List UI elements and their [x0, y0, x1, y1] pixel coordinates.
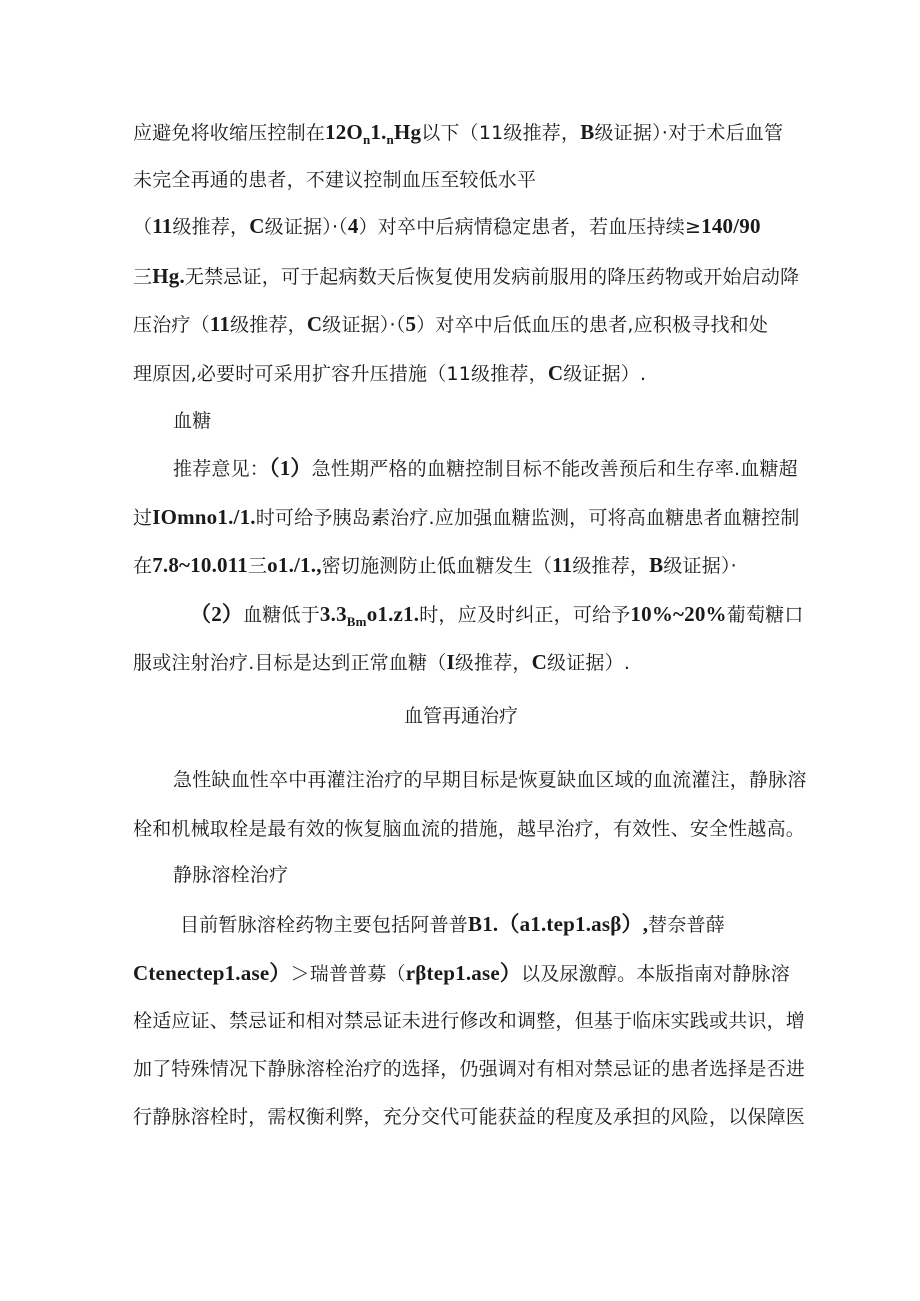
- text-span: 急性期严格的血糖控制目标不能改善预后和生存率.血糖超: [311, 458, 798, 480]
- text-span: 级证据）.: [563, 363, 647, 385]
- text-line: [133, 553, 737, 578]
- text-span: 栓适应证、禁忌证和相对禁忌证未进行修改和调整，但基于临床实践或共识，增: [133, 1010, 806, 1032]
- text-span: 三: [247, 555, 268, 577]
- text-span: 无禁忌证，可于起病数天后恢复使用发病前服用的降压药物或开始启动降: [184, 266, 800, 288]
- text-span: 时，应及时纠正，可给予: [419, 604, 631, 626]
- text-span: 级证据）.: [547, 652, 631, 674]
- text-line: [133, 264, 799, 289]
- text-span: 级证据）·对于术后血管: [594, 122, 784, 144]
- text-span: 时可给予胰岛素治疗.应加强血糖监测，可将高血糖患者血糖控制: [255, 507, 800, 529]
- text-span: 级推荐，: [172, 216, 250, 238]
- section-heading-revascularization: [404, 704, 518, 728]
- text-span: 目前暂脉溶栓药物主要包括阿普普: [180, 914, 469, 936]
- text-span: 替奈普薛: [648, 914, 725, 936]
- text-span: rβtep1.ase）: [405, 961, 522, 985]
- text-line: [133, 361, 646, 386]
- text-line: [133, 1105, 805, 1129]
- text-span: 应避免将收缩压控制在: [133, 122, 326, 144]
- text-span: 12O: [325, 120, 363, 144]
- text-span: 推荐意见：: [173, 458, 270, 480]
- text-span: （1）: [269, 456, 312, 480]
- text-line: [173, 768, 807, 792]
- heading-text: 血糖: [173, 410, 212, 432]
- text-line: [190, 602, 804, 629]
- text-span: 服或注射治疗.目标是达到正常血糖（: [133, 652, 447, 674]
- text-span: 理原因,必要时可采用扩容升压措施（11级推荐，: [133, 363, 548, 385]
- text-span: 血糖低于: [243, 604, 320, 626]
- text-span: 5: [405, 312, 417, 336]
- text-line: [180, 912, 725, 937]
- text-span: Hg: [393, 120, 422, 144]
- text-span: B1.（a1.tep1.asβ）,: [468, 912, 649, 936]
- text-span: 加了特殊情况下静脉溶栓治疗的选择，仍强调对有相对禁忌证的患者选择是否进: [133, 1058, 806, 1080]
- text-span: B: [580, 120, 595, 144]
- text-span: 4: [347, 214, 359, 238]
- heading-text: 静脉溶栓治疗: [173, 864, 289, 886]
- text-span: （: [133, 216, 153, 238]
- text-span: 以下（11级推荐，: [421, 122, 581, 144]
- section-heading-iv-thrombolysis: [173, 863, 288, 887]
- text-line: [133, 214, 761, 239]
- text-span: n: [362, 132, 371, 147]
- text-line: [133, 168, 536, 192]
- text-line: [133, 961, 790, 986]
- text-span: C: [249, 214, 265, 238]
- text-span: 140/90: [701, 214, 761, 238]
- text-span: 级推荐，: [572, 555, 650, 577]
- text-span: 10%~20%: [630, 602, 727, 626]
- text-span: 级证据）·（: [322, 314, 406, 336]
- text-line: [133, 1057, 805, 1081]
- text-span: 急性缺血性卒中再灌注治疗的早期目标是恢夏缺血区域的血流灌注，静脉溶: [173, 769, 807, 791]
- text-span: 11: [552, 553, 573, 577]
- text-span: 未完全再通的患者，不建议控制血压至较低水平: [133, 169, 537, 191]
- text-span: ）对卒中后低血压的患者,应积极寻找和处: [416, 314, 769, 336]
- text-span: Hg.: [152, 264, 185, 288]
- text-line: [133, 312, 768, 337]
- text-span: 11: [152, 214, 173, 238]
- text-span: 过: [133, 507, 153, 529]
- text-span: o1./1.,: [267, 553, 322, 577]
- text-span: 1.: [370, 120, 387, 144]
- text-span: 在: [133, 555, 153, 577]
- text-span: C: [306, 312, 323, 336]
- text-span: 3.3: [319, 602, 347, 626]
- text-line: [133, 505, 800, 530]
- text-line: [173, 456, 798, 481]
- text-span: C: [547, 361, 564, 385]
- text-line: [133, 1009, 805, 1033]
- text-span: 7.8~10.011: [152, 553, 248, 577]
- text-span: B: [649, 553, 664, 577]
- text-span: ＞瑞普普募（: [290, 963, 406, 985]
- text-span: Ctenectep1.ase）: [133, 961, 291, 985]
- text-span: Bm: [346, 614, 367, 629]
- text-span: 行静脉溶栓时，需权衡利弊，充分交代可能获益的程度及承担的风险，以保障医: [133, 1106, 806, 1128]
- text-span: I: [446, 650, 455, 674]
- text-span: 级证据）·（: [264, 216, 348, 238]
- text-span: 三: [133, 266, 153, 288]
- text-span: 级证据）·: [663, 555, 737, 577]
- text-line: [133, 120, 783, 147]
- text-span: n: [386, 132, 394, 147]
- text-line: [133, 650, 630, 675]
- text-span: 级推荐，: [230, 314, 307, 336]
- text-span: 栓和机械取栓是最有效的恢复脑血流的措施，越早治疗，有效性、安全性越高。: [133, 818, 806, 840]
- text-span: 密切施测防止低血糖发生（: [321, 555, 553, 577]
- text-span: 11: [209, 312, 231, 336]
- text-span: ）对卒中后病情稳定患者，若血压持续≥: [358, 216, 702, 238]
- text-span: C: [531, 650, 548, 674]
- text-span: IOmno1./1.: [152, 505, 256, 529]
- text-span: 以及尿激醇。本版指南对静脉溶: [521, 963, 790, 985]
- text-span: 级推荐，: [454, 652, 532, 674]
- heading-text: 血管再通治疗: [404, 705, 519, 727]
- text-span: 压治疗（: [133, 314, 210, 336]
- text-line: [133, 817, 805, 841]
- text-span: （2）: [190, 602, 244, 626]
- text-span: 葡萄糖口: [726, 604, 804, 626]
- section-heading-blood-sugar: [173, 409, 211, 433]
- text-span: o1.z1.: [366, 602, 420, 626]
